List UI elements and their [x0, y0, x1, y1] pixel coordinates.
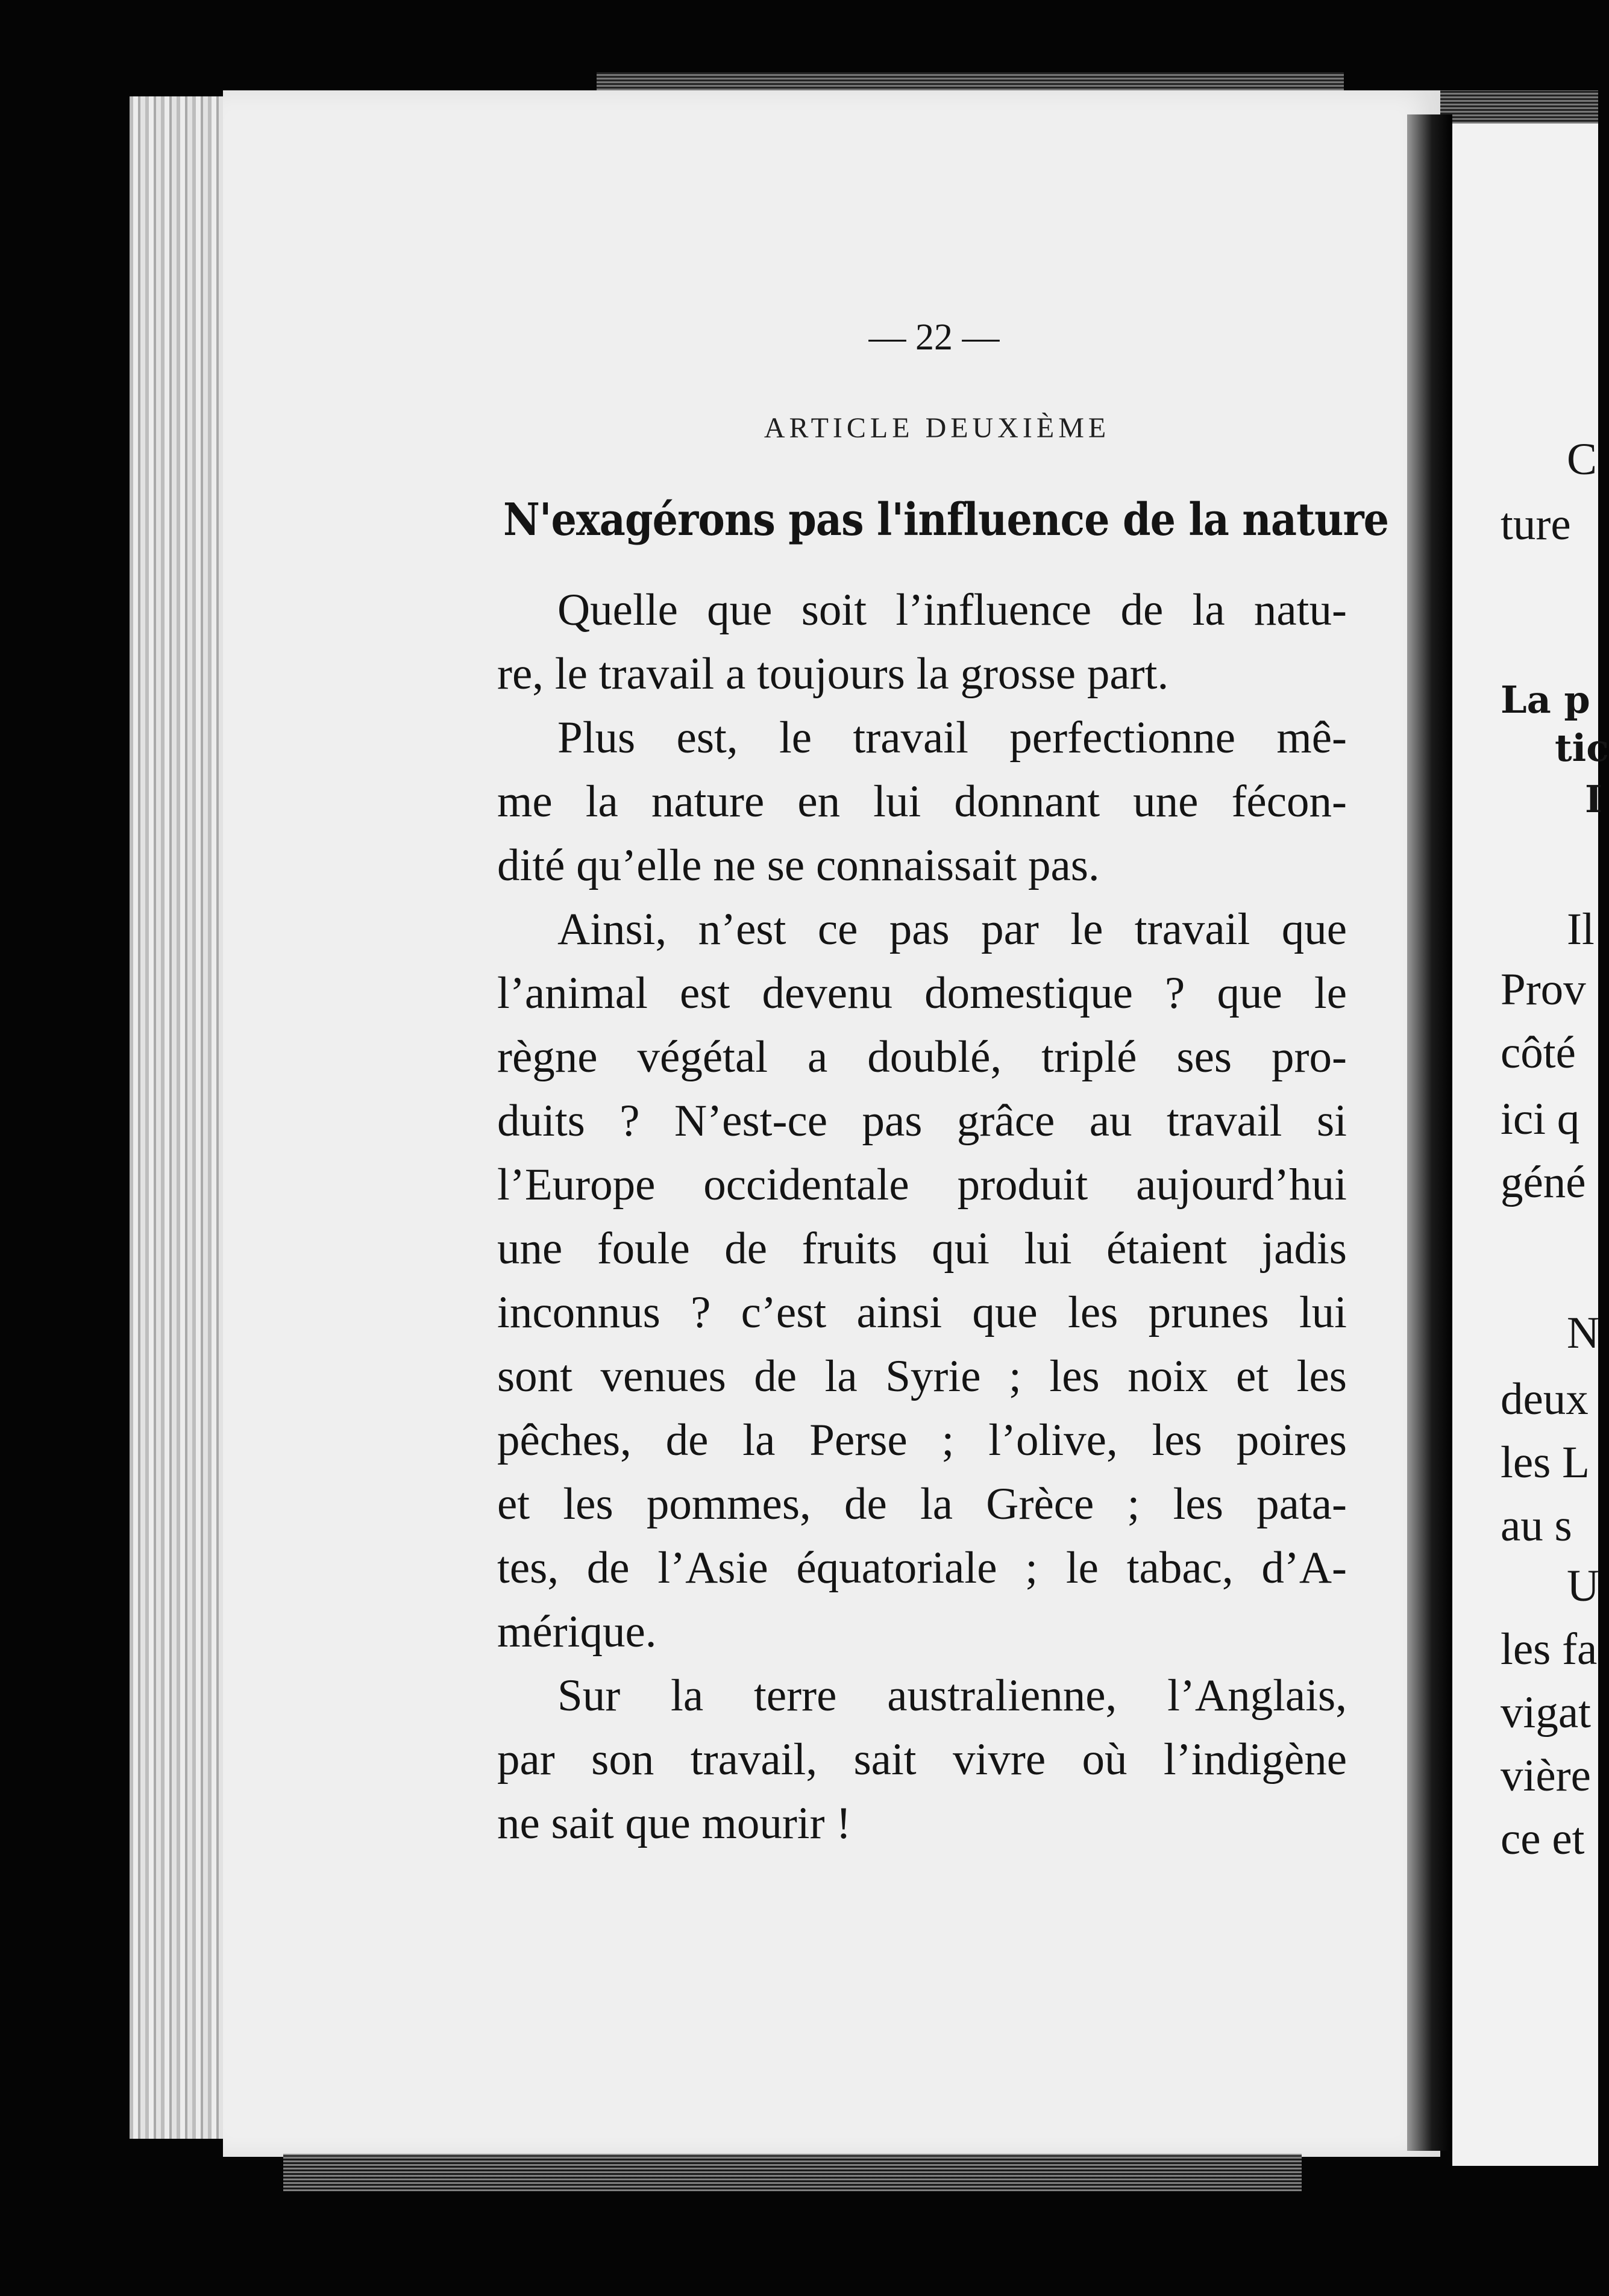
- page-stack-edges: [130, 96, 232, 2139]
- right-page-fragment: côté: [1501, 1028, 1576, 1078]
- text-line: par son travail, sait vivre où l’indigène: [497, 1735, 1347, 1785]
- right-page-fragment: ce et: [1501, 1814, 1585, 1864]
- text-line: Plus est, le travail perfectionne mê-: [557, 713, 1347, 763]
- right-page-fragment: géné: [1501, 1157, 1586, 1207]
- text-line: une foule de fruits qui lui étaient jadis: [497, 1224, 1347, 1274]
- right-page-fragment: Prov: [1501, 965, 1586, 1015]
- right-page-fragment: les fa: [1501, 1624, 1598, 1674]
- text-line: mérique.: [497, 1607, 657, 1657]
- article-label: ARTICLE DEUXIÈME: [764, 412, 1111, 444]
- text-line: règne végétal a doublé, triplé ses pro-: [497, 1032, 1347, 1082]
- right-page-fragment: I: [1585, 777, 1603, 821]
- right-page-fragment: au s: [1501, 1501, 1572, 1551]
- right-page-fragment: La p: [1501, 678, 1590, 722]
- right-page-fragment: Il: [1567, 904, 1595, 954]
- text-line: ne sait que mourir !: [497, 1798, 852, 1848]
- right-page-fragment: ici q: [1501, 1094, 1580, 1144]
- right-page-fragment: vière: [1501, 1751, 1591, 1801]
- right-page-fragment: tic: [1555, 726, 1609, 770]
- text-line: et les pommes, de la Grèce ; les pata-: [497, 1479, 1347, 1529]
- text-line: sont venues de la Syrie ; les noix et les: [497, 1351, 1347, 1401]
- right-page-fragment: N: [1567, 1308, 1600, 1358]
- right-page-fragment: C: [1567, 434, 1598, 484]
- text-line: Ainsi, n’est ce pas par le travail que: [557, 904, 1347, 954]
- text-line: Quelle que soit l’influence de la natu-: [557, 585, 1347, 635]
- text-line: inconnus ? c’est ainsi que les prunes lui: [497, 1287, 1347, 1337]
- page-number: — 22 —: [868, 317, 1000, 358]
- section-heading: N'exagérons pas l'influence de la nature: [503, 494, 1389, 546]
- right-page-fragment: deux: [1501, 1374, 1589, 1424]
- text-line: duits ? N’est-ce pas grâce au travail si: [497, 1096, 1347, 1146]
- body-text: [497, 578, 1347, 1856]
- right-page-fragment: ture: [1501, 499, 1571, 549]
- text-line: re, le travail a toujours la grosse part.: [497, 649, 1169, 699]
- text-line: l’Europe occidentale produit aujourd’hui: [497, 1160, 1347, 1210]
- text-line: l’animal est devenu domestique ? que le: [497, 968, 1347, 1018]
- text-line: Sur la terre australienne, l’Anglais,: [557, 1671, 1347, 1721]
- binding-gauze-bottom: [283, 2154, 1302, 2191]
- text-line: me la nature en lui donnant une fécon-: [497, 777, 1347, 827]
- text-line: tes, de l’Asie équatoriale ; le tabac, d’A-: [497, 1543, 1347, 1593]
- book-gutter: [1407, 114, 1452, 2151]
- text-line: pêches, de la Perse ; l’olive, les poires: [497, 1415, 1347, 1465]
- right-page-fragment: vigat: [1501, 1688, 1591, 1738]
- right-page-fragment: U: [1567, 1561, 1600, 1611]
- right-page-fragment: les L: [1501, 1437, 1590, 1487]
- text-line: dité qu’elle ne se connaissait pas.: [497, 840, 1100, 890]
